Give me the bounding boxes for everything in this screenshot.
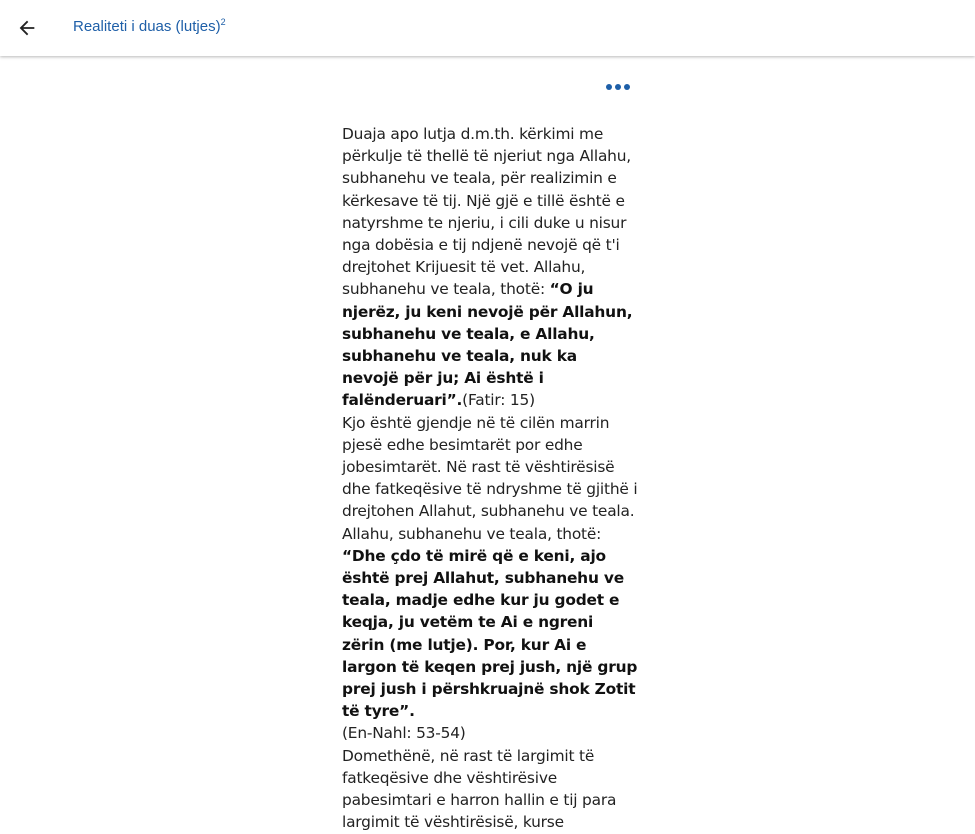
back-button[interactable] [10, 11, 44, 45]
quote-reference: (En-Nahl: 53-54) [342, 724, 466, 743]
page-title-text: Realiteti i duas (lutjes) [73, 18, 221, 35]
more-options-button[interactable] [603, 80, 633, 94]
title-superscript: 2 [220, 17, 226, 27]
paragraph-2 [342, 412, 638, 745]
quran-quote: “O ju njerëz, ju keni nevojë për Allahun, subhanehu ve teala, e Allahu, subhanehu ve teala, nuk ka nevojë për ju; Ai është i falënderuari”. [342, 280, 633, 410]
paragraph-text: Duaja apo lutja d.m.th. kërkimi me përkulje të thellë të njeriut nga Allahu, subhanehu ve teala, për realizimin e kërkesave të tij. Një gjë e tillë është e natyrshme te njeriu, i cili duke u nisur nga dobësia e tij ndjenë nevojë që t'i drejtohet Krijuesit të vet. Allahu, subhanehu ve teala, thotë: [342, 125, 631, 299]
paragraph-text: Kjo është gjendje në të cilën marrin pjesë edhe besimtarët por edhe jobesimtarët. Në rast të vështirësisë dhe fatkeqësive të ndryshme të gjithë i drejtohen Allahut, subhanehu ve teala. Allahu, subhanehu ve teala, thotë: [342, 413, 638, 543]
paragraph-3 [342, 745, 638, 834]
article-body [342, 123, 638, 834]
paragraph-text: Domethënë, në rast të largimit të fatkeqësive dhe vështirësive pabesimtari e harron hallin e tij para largimit të vështirësisë, kurse [342, 746, 617, 832]
more-dot-icon [615, 84, 621, 90]
quran-quote: “Dhe çdo të mirë që e keni, ajo është prej Allahut, subhanehu ve teala, madje edhe kur ju godet e keqja, ju vetëm te Ai e ngreni zërin (me lutje). Por, kur Ai e largon të keqen prej jush, një grup prej jush i përshkruajnë shok Zotit të tyre”. [342, 546, 638, 721]
paragraph-1 [342, 123, 638, 412]
app-bar [0, 0, 975, 56]
page-title [73, 18, 226, 35]
arrow-back-icon [16, 17, 38, 39]
more-dot-icon [606, 84, 612, 90]
more-dot-icon [624, 84, 630, 90]
quote-reference: (Fatir: 15) [462, 391, 535, 410]
